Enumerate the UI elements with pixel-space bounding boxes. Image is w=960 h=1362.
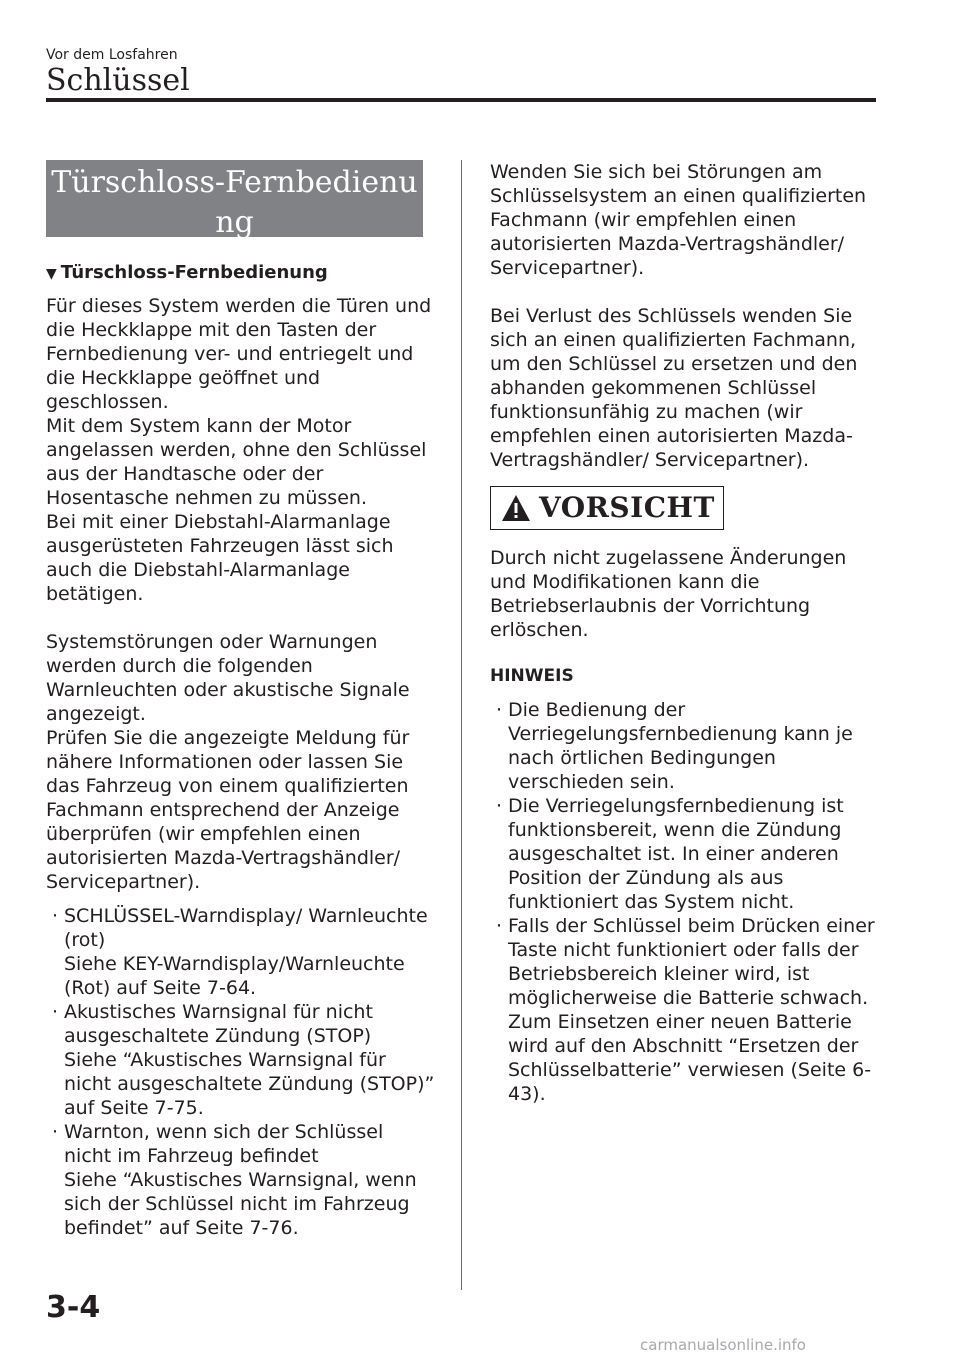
bullet-dot-icon: · — [52, 905, 59, 927]
bullet-dot-icon: · — [496, 699, 503, 721]
paragraph: Für dieses System werden die Türen und die Heckklappe mit den Tasten der Fernbedienung ver- und entriegelt und die Heckklappe geöffnet und geschlossen. — [46, 295, 432, 413]
left-column — [46, 160, 436, 1240]
paragraph: Bei mit einer Diebstahl-Alarmanlage ausgerüsteten Fahrzeugen lässt sich auch die Diebstahl-Alarmanlage betätigen. — [46, 511, 394, 605]
bullet-dot-icon: · — [52, 1001, 59, 1023]
list-item — [490, 794, 880, 914]
list-item — [490, 698, 880, 794]
triangle-down-icon: ▼ — [46, 266, 57, 282]
bullet-dot-icon: · — [496, 795, 503, 817]
list-item-text: Die Verriegelungsfernbedienung ist funktionsbereit, wenn die Zündung ausgeschaltet ist. In einer anderen Position der Zündung als aus funktioniert das System nicht. — [508, 795, 844, 913]
warning-list — [46, 904, 436, 1240]
paragraph: Mit dem System kann der Motor angelassen werden, ohne den Schlüssel aus der Handtasche oder der Hosentasche nehmen zu müssen. — [46, 415, 427, 509]
warning-triangle-icon — [501, 494, 531, 522]
page-reference: Siehe “Akustisches Warnsignal für nicht ausgeschaltete Zündung (STOP)” auf Seite 7-75. — [64, 1049, 435, 1119]
bullet-dot-icon: · — [52, 1121, 59, 1143]
list-item-text: Warnton, wenn sich der Schlüssel nicht im Fahrzeug befindet — [64, 1121, 384, 1167]
list-item-text: SCHLÜSSEL-Warndisplay/ Warnleuchte (rot) — [64, 905, 428, 951]
section-title: Schlüssel — [46, 63, 190, 98]
caution-box — [490, 486, 724, 530]
list-item-text: Akustisches Warnsignal für nicht ausgeschaltete Zündung (STOP) — [64, 1001, 373, 1047]
list-item-text: Falls der Schlüssel beim Drücken einer Taste nicht funktioniert oder falls der Betriebsbereich kleiner wird, ist möglicherweise die Batterie schwach. Zum Einsetzen einer neuen Batterie wird auf den Abschnitt “Ersetzen der Schlüsselbatterie” verwiesen (Seite 6-43). — [508, 915, 875, 1105]
note-label: HINWEIS — [490, 666, 574, 686]
page-reference: Siehe KEY-Warndisplay/Warnleuchte (Rot) auf Seite 7-64. — [64, 953, 405, 999]
list-item — [46, 904, 436, 1000]
chapter-label: Vor dem Losfahren — [46, 47, 178, 63]
spacer — [46, 606, 436, 630]
subheading — [46, 261, 436, 286]
right-column — [490, 160, 880, 1106]
list-item — [490, 914, 880, 1106]
list-item-text: Die Bedienung der Verriegelungsfernbedienung kann je nach örtlichen Bedingungen verschieden sein. — [508, 699, 853, 793]
page-number: 3-4 — [46, 1290, 101, 1325]
topic-title: Türschloss-Fernbedienung — [46, 160, 423, 237]
watermark: carmanualsonline.info — [640, 1336, 806, 1354]
paragraph: Bei Verlust des Schlüssels wenden Sie sich an einen qualifizierten Fachmann, um den Schlüssel zu ersetzen und den abhanden gekommenen Schlüssel funktionsunfähig zu machen (wir empfehlen einen autorisierten Mazda-Vertragshändler/ Servicepartner). — [490, 305, 858, 471]
list-item — [46, 1120, 436, 1240]
note-list — [490, 698, 880, 1106]
caution-label: VORSICHT — [539, 491, 715, 524]
page-reference: Siehe “Akustisches Warnsignal, wenn sich der Schlüssel nicht im Fahrzeug befindet” auf Seite 7-76. — [64, 1169, 417, 1239]
bullet-dot-icon: · — [496, 915, 503, 937]
paragraph: Wenden Sie sich bei Störungen am Schlüsselsystem an einen qualifizierten Fachmann (wir empfehlen einen autorisierten Mazda-Vertragshändler/ Servicepartner). — [490, 161, 867, 279]
caution-text: Durch nicht zugelassene Änderungen und Modifikationen kann die Betriebserlaubnis der Vorrichtung erlöschen. — [490, 547, 847, 641]
running-head — [46, 46, 190, 98]
spacer — [490, 280, 880, 304]
column-divider — [461, 160, 462, 1290]
header-rule — [46, 98, 876, 102]
list-item — [46, 1000, 436, 1120]
paragraph: Systemstörungen oder Warnungen werden durch die folgenden Warnleuchten oder akustische Signale angezeigt. — [46, 631, 410, 725]
paragraph: Prüfen Sie die angezeigte Meldung für nähere Informationen oder lassen Sie das Fahrzeug von einem qualifizierten Fachmann entsprechend der Anzeige überprüfen (wir empfehlen einen autorisierten Mazda-Vertragshändler/ Servicepartner). — [46, 727, 410, 893]
subheading-text: Türschloss-Fernbedienung — [60, 262, 328, 283]
